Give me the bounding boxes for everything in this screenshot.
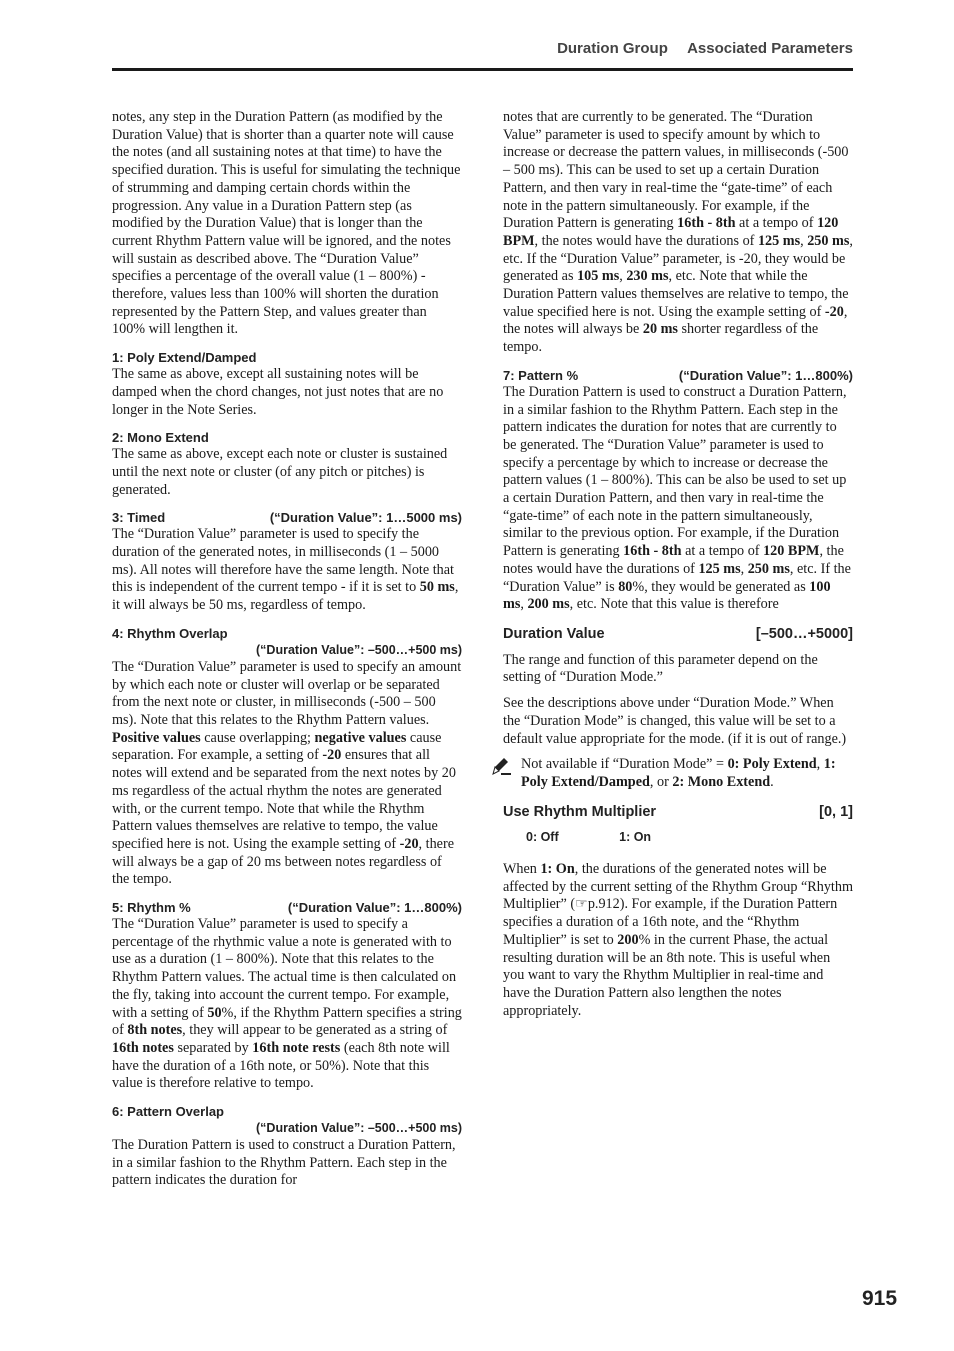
mono-extend-heading	[112, 429, 462, 446]
header-title: Associated Parameters	[687, 40, 853, 57]
pattern-percent-range: (“Duration Value”: 1…800%)	[678, 367, 853, 383]
not-available-note: Not available if “Duration Mode” = 0: Poly Extend, 1: Poly Extend/Damped, or 2: Mono Extend.	[503, 756, 853, 791]
rhythm-percent-range: (“Duration Value”: 1…800%)	[287, 900, 462, 916]
poly-extend-damped-heading	[112, 349, 462, 366]
intro-paragraph: notes, any step in the Duration Pattern (as modified by the Duration Value) that is shorter than a quarter note will cause the notes (and all sustaining notes at that time) to have the specified duration. This is useful for simulating the technique of strumming and damping certain chords within the progression. Any value in a Duration Pattern step (as modified by the Duration Value) that is longer than the current Rhythm Pattern value will be ignored, and the notes will sustain as described above. The “Duration Value” specifies a percentage of the overall value (1 – 800%) - therefore, values less than 100% will shorten the duration represented by the Pattern Step, and values greater than 100% will lengthen it.	[112, 109, 461, 338]
rhythm-overlap-body: The “Duration Value” parameter is used to specify an amount by which each note or cluster will overlap or be separated from the next note or cluster, in milliseconds (-500 – 500 ms). Note that this relates to the Rhythm Pattern values. Positive values cause overlapping; negative values cause separation. For example, a setting of -20 ensures that all notes will extend and be separated from the next notes by 20 ms regardless of the actual rhythm the notes are generated with, or the current tempo. Note that while the Rhythm Pattern values themselves are relative to tempo, the value specified here is not. Using the example setting of -20, there will always be a gap of 20 ms between notes regardless of the tempo.	[112, 658, 462, 888]
use-rhythm-multiplier-range: [0, 1]	[819, 803, 853, 820]
pencil-note-icon	[491, 756, 513, 776]
use-rhythm-multiplier-options	[526, 829, 853, 847]
timed-heading	[112, 509, 462, 526]
page-number: 915	[862, 1287, 898, 1310]
poly-extend-damped-body: The same as above, except all sustaining notes will be damped when the chord changes, not just notes that are no longer in the Note Series.	[112, 366, 444, 418]
pattern-overlap-range: (“Duration Value”: –500…+500 ms)	[256, 1121, 462, 1136]
duration-value-param-heading	[503, 626, 853, 644]
use-rhythm-multiplier-heading	[503, 804, 853, 822]
pattern-overlap-title: 6: Pattern Overlap	[112, 1104, 224, 1120]
use-rhythm-multiplier-name: Use Rhythm Multiplier	[503, 803, 657, 820]
use-rhythm-multiplier-body: When 1: On, the durations of the generated notes will be affected by the current setting of the Rhythm Group “Rhythm Multiplier” (☞p.912). For example, if the Duration Pattern specifies a duration of a 16th note, and the “Rhythm Multiplier” is set to 200% in the current Phase, the actual resulting duration will be an 8th note. This is useful when you want to vary the Rhythm Multiplier in real-time and have the Duration Pattern also lengthen the notes appropriately.	[503, 861, 854, 1019]
rhythm-overlap-heading	[112, 625, 462, 642]
rhythm-percent-title: 5: Rhythm %	[112, 900, 191, 916]
duration-value-p1: The range and function of this parameter depend on the setting of “Duration Mode.”	[503, 651, 818, 686]
pattern-overlap-continued: notes that are currently to be generated. The “Duration Value” parameter is used to specify amount by which to increase or decrease the pattern values, in milliseconds (-500 – 500 ms). This can be used to set up a certain Duration Pattern, and then vary in real-time the “gate-time” of each note in the pattern simultaneously. For example, if the Duration Pattern is generating 16th - 8th at a tempo of 120 BPM, the notes would have the durations of 125 ms, 250 ms, etc. If the “Duration Value” parameter, is -20, they would be generated as 105 ms, 230 ms, etc. Note that while the Duration Pattern values themselves are relative to tempo, the value specified here is not. Using the example setting of -20, the notes will always be 20 ms shorter regardless of the tempo.	[503, 109, 853, 356]
pattern-percent-title: 7: Pattern %	[503, 367, 579, 383]
poly-extend-damped-title: 1: Poly Extend/Damped	[112, 350, 257, 366]
duration-value-p2: See the descriptions above under “Duration Mode.” When the “Duration Mode” is changed, this value will be set to a default value appropriate for the mode. (if it is out of range.)	[503, 695, 847, 747]
mono-extend-body: The same as above, except each note or cluster is sustained until the next note or cluster (of any pitch or pitches) is generated.	[112, 446, 448, 498]
timed-title: 3: Timed	[112, 510, 166, 526]
header-section: Duration Group	[557, 40, 668, 57]
rhythm-overlap-range: (“Duration Value”: –500…+500 ms)	[256, 642, 462, 657]
left-column	[112, 109, 462, 1198]
timed-range: (“Duration Value”: 1…5000 ms)	[269, 510, 462, 526]
duration-value-name: Duration Value	[503, 625, 605, 642]
right-column	[503, 109, 853, 1028]
rhythm-percent-heading	[112, 899, 462, 916]
rhythm-percent-body: The “Duration Value” parameter is used to specify a percentage of the rhythmic value a note is generated with to use as a duration (1 – 800%). Note that this relates to the Rhythm Pattern values. The actual time is then calculated on the fly, taking into account the current tempo. For example, with a setting of 50%, if the Rhythm Pattern specifies a string of 8th notes, they will appear to be generated as a string of 16th notes separated by 16th note rests (each 8th note will have the duration of a 16th note, or 50%). Note that this value is therefore relative to tempo.	[112, 916, 462, 1092]
timed-body: The “Duration Value” parameter is used to specify the duration of the generated notes, in milliseconds (1 – 5000 ms). All notes will therefore have the same length. Note that this is independent of the current tempo - if it is set to 50 ms, it will always be 50 ms, regardless of tempo.	[112, 526, 459, 614]
pattern-percent-heading	[503, 367, 853, 384]
pattern-overlap-heading	[112, 1103, 462, 1120]
rhythm-overlap-title: 4: Rhythm Overlap	[112, 625, 228, 641]
option-on: 1: On	[619, 830, 652, 845]
pattern-overlap-body: The Duration Pattern is used to construct a Duration Pattern, in a similar fashion to the Rhythm Pattern. Each step in the pattern indicates the duration for	[112, 1137, 456, 1189]
page-header	[112, 40, 853, 71]
option-off: 0: Off	[526, 830, 559, 845]
pattern-percent-body: The Duration Pattern is used to construct a Duration Pattern, in a similar fashion to the Rhythm Pattern. Each step in the pattern indicates the duration for notes that are currently to be generated. The “Duration Value” parameter is used to specify a percentage by which to increase or decrease the pattern values (1 – 800%). This can be also be used to set up a certain Duration Pattern, and then vary in real-time the “gate-time” of each note in the pattern simultaneously, similar to the previous option. For example, if the Duration Pattern is generating 16th - 8th at a tempo of 120 BPM, the notes would have the durations of 125 ms, 250 ms, etc. If the “Duration Value” is 80%, they would be generated as 100 ms, 200 ms, etc. Note that this value is therefore	[503, 383, 851, 613]
mono-extend-title: 2: Mono Extend	[112, 430, 209, 446]
duration-value-range: [–500…+5000]	[755, 625, 853, 642]
